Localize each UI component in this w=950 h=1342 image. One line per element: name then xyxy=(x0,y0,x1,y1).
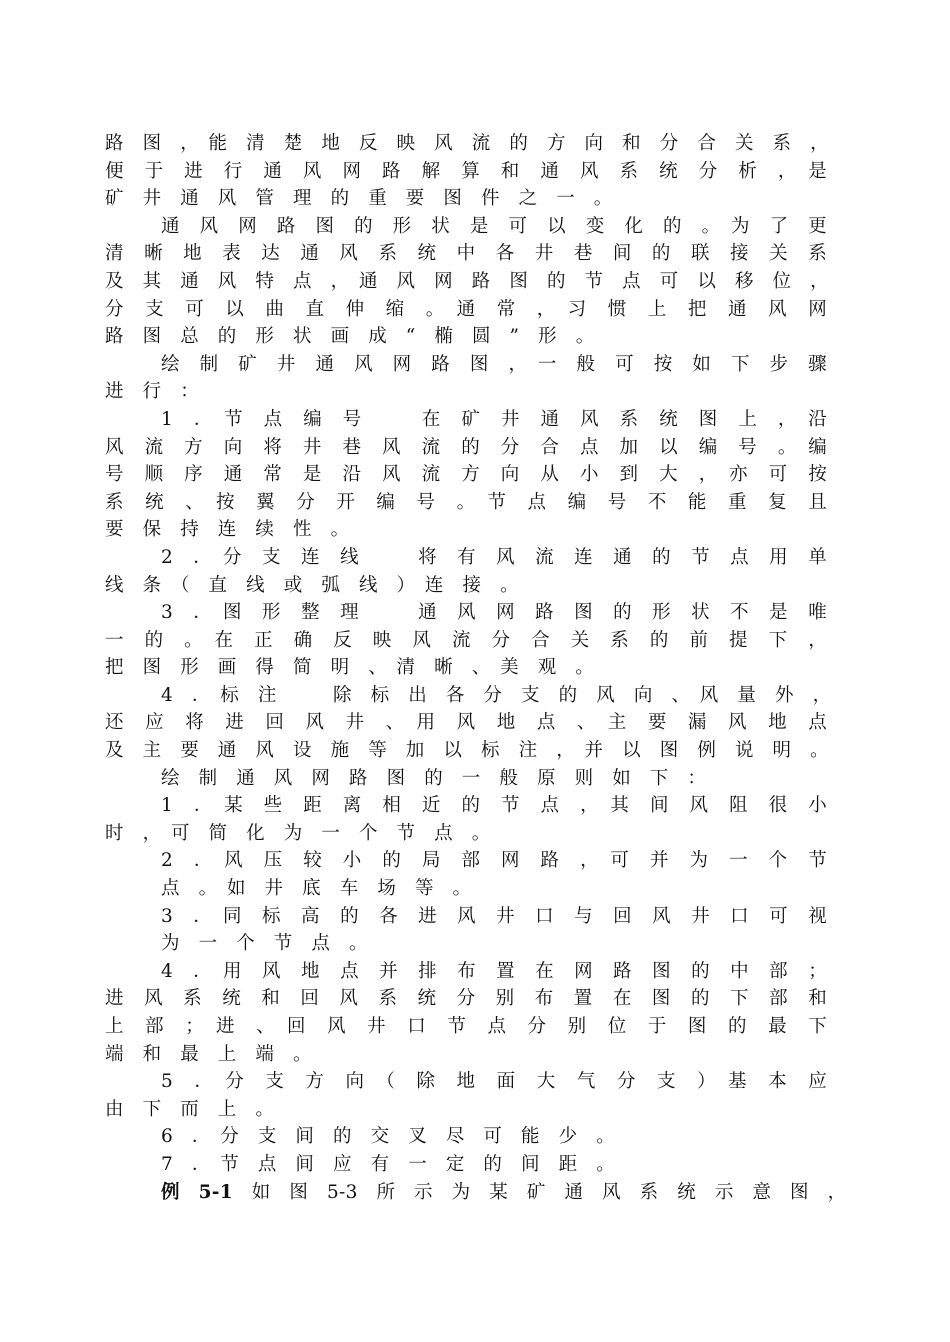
text-line: 系 统 、 按 翼 分 开 编 号 。 节 点 编 号 不 能 重 复 且 xyxy=(105,491,827,513)
text-line: 2 ． 风 压 较 小 的 局 部 网 路 ， 可 并 为 一 个 节 xyxy=(161,850,827,872)
text-line: 通 风 网 路 图 的 形 状 是 可 以 变 化 的 。 为 了 更 xyxy=(161,215,827,237)
text-line: 还 应 将 进 回 风 井 、 用 风 地 点 、 主 要 漏 风 地 点 xyxy=(105,712,827,734)
text-line: 1 ． 节 点 编 号 在 矿 井 通 风 系 统 图 上 ， 沿 xyxy=(161,408,827,430)
text-line: 4 ． 用 风 地 点 并 排 布 置 在 网 路 图 的 中 部 ； xyxy=(161,960,827,982)
text-line: 为 一 个 节 点 。 xyxy=(161,933,368,955)
text-line: 线 条 （ 直 线 或 弧 线 ） 连 接 。 xyxy=(105,574,519,596)
text-line: 进 风 系 统 和 回 风 系 统 分 别 布 置 在 图 的 下 部 和 xyxy=(105,988,827,1010)
text-line: 矿 井 通 风 管 理 的 重 要 图 件 之 一 。 xyxy=(105,188,613,210)
text-line: 进 行 ： xyxy=(105,381,200,403)
text-line: 6 ． 分 支 间 的 交 叉 尽 可 能 少 。 xyxy=(161,1126,616,1148)
example-line xyxy=(105,1179,847,1207)
text-line: 4 ． 标 注 除 标 出 各 分 支 的 风 向 、 风 量 外 ， xyxy=(161,684,832,706)
text-line: 点 。 如 井 底 车 场 等 。 xyxy=(161,878,472,900)
document-body xyxy=(105,130,847,1206)
text-line: 2 ． 分 支 连 线 将 有 风 流 连 通 的 节 点 用 单 xyxy=(161,546,827,568)
text-line: 要 保 持 连 续 性 。 xyxy=(105,519,350,541)
text-line: 路 图 ， 能 清 楚 地 反 映 风 流 的 方 向 和 分 合 关 系 ， xyxy=(105,133,829,154)
text-line: 绘 制 通 风 网 路 图 的 一 般 原 则 如 下 ： xyxy=(161,767,707,789)
text-line: 一 的 。 在 正 确 反 映 风 流 分 合 关 系 的 前 提 下 ， xyxy=(105,629,827,651)
text-line: 路 图 总 的 形 状 画 成 “ 椭 圆 ” 形 。 xyxy=(105,326,595,348)
text-line: 7 ． 节 点 间 应 有 一 定 的 间 距 。 xyxy=(161,1153,616,1175)
text-line: 风 流 方 向 将 井 巷 风 流 的 分 合 点 加 以 编 号 。 编 xyxy=(105,436,827,458)
text-line: 时 ， 可 简 化 为 一 个 节 点 。 xyxy=(105,822,491,844)
text-line: 5 ． 分 支 方 向 （ 除 地 面 大 气 分 支 ） 基 本 应 xyxy=(161,1071,827,1093)
text-line: 3 ． 同 标 高 的 各 进 风 井 口 与 回 风 井 口 可 视 xyxy=(161,905,827,927)
text-line: 由 下 而 上 。 xyxy=(105,1098,275,1120)
text-line: 1 ． 某 些 距 离 相 近 的 节 点 ， 其 间 风 阻 很 小 xyxy=(161,795,827,817)
text-line: 3 ． 图 形 整 理 通 风 网 路 图 的 形 状 不 是 唯 xyxy=(161,602,827,624)
text-line: 及 主 要 通 风 设 施 等 加 以 标 注 ， 并 以 图 例 说 明 。 xyxy=(105,740,829,762)
text-line: 绘 制 矿 井 通 风 网 路 图 ， 一 般 可 按 如 下 步 骤 xyxy=(161,353,827,375)
text-line: 便 于 进 行 通 风 网 路 解 算 和 通 风 系 统 分 析 ， 是 xyxy=(105,160,827,182)
example-label: 例 5-1 xyxy=(161,1181,233,1203)
text-line: 及 其 通 风 特 点 ， 通 风 网 路 图 的 节 点 可 以 移 位 ， xyxy=(105,270,829,292)
example-text: 如 图 5-3 所 示 为 某 矿 通 风 系 统 示 意 图 ， xyxy=(251,1181,847,1203)
text-line: 清 晰 地 表 达 通 风 系 统 中 各 井 巷 间 的 联 接 关 系 xyxy=(105,243,827,265)
text-line: 上 部 ； 进 、 回 风 井 口 节 点 分 别 位 于 图 的 最 下 xyxy=(105,1016,827,1037)
text-line: 分 支 可 以 曲 直 伸 缩 。 通 常 ， 习 惯 上 把 通 风 网 xyxy=(105,298,827,320)
text-line: 端 和 最 上 端 。 xyxy=(105,1043,312,1065)
text-line: 把 图 形 画 得 简 明 、 清 晰 、 美 观 。 xyxy=(105,657,595,679)
text-line: 号 顺 序 通 常 是 沿 风 流 方 向 从 小 到 大 ， 亦 可 按 xyxy=(105,464,827,486)
